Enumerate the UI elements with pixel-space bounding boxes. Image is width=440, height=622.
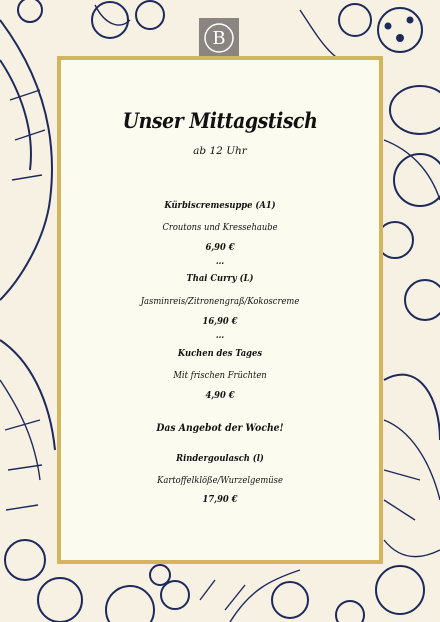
weekly-offer-heading: Das Angebot der Woche!	[156, 422, 284, 434]
monogram-logo-icon	[199, 18, 239, 58]
menu-card	[57, 56, 383, 564]
weekly-offer-name: Rindergoulasch (l)	[176, 453, 264, 464]
menu-item-description: Croutons und Kressehaube	[162, 222, 278, 233]
menu-content	[61, 60, 379, 560]
menu-item-description: Jasminreis/Zitronengraß/Kokoscreme	[140, 296, 300, 307]
weekly-offer-price: 17,90 €	[202, 494, 238, 505]
menu-item-price: 6,90 €	[205, 242, 235, 253]
svg-text:B: B	[212, 28, 226, 49]
menu-item-name: Thai Curry (L)	[186, 273, 254, 284]
menu-subtitle: ab 12 Uhr	[193, 145, 247, 157]
menu-separator: ...	[215, 331, 225, 341]
menu-item-name: Kuchen des Tages	[177, 348, 263, 359]
menu-title: Unser Mittagstisch	[122, 108, 318, 133]
weekly-offer-description: Kartoffelklöße/Wurzelgemüse	[157, 475, 283, 486]
logo-badge	[199, 18, 239, 58]
menu-item-name: Kürbiscremesuppe (A1)	[164, 200, 276, 211]
menu-item-description: Mit frischen Früchten	[173, 370, 267, 381]
menu-item-price: 16,90 €	[202, 316, 238, 327]
menu-separator: ...	[215, 257, 225, 267]
menu-item-price: 4,90 €	[205, 390, 235, 401]
